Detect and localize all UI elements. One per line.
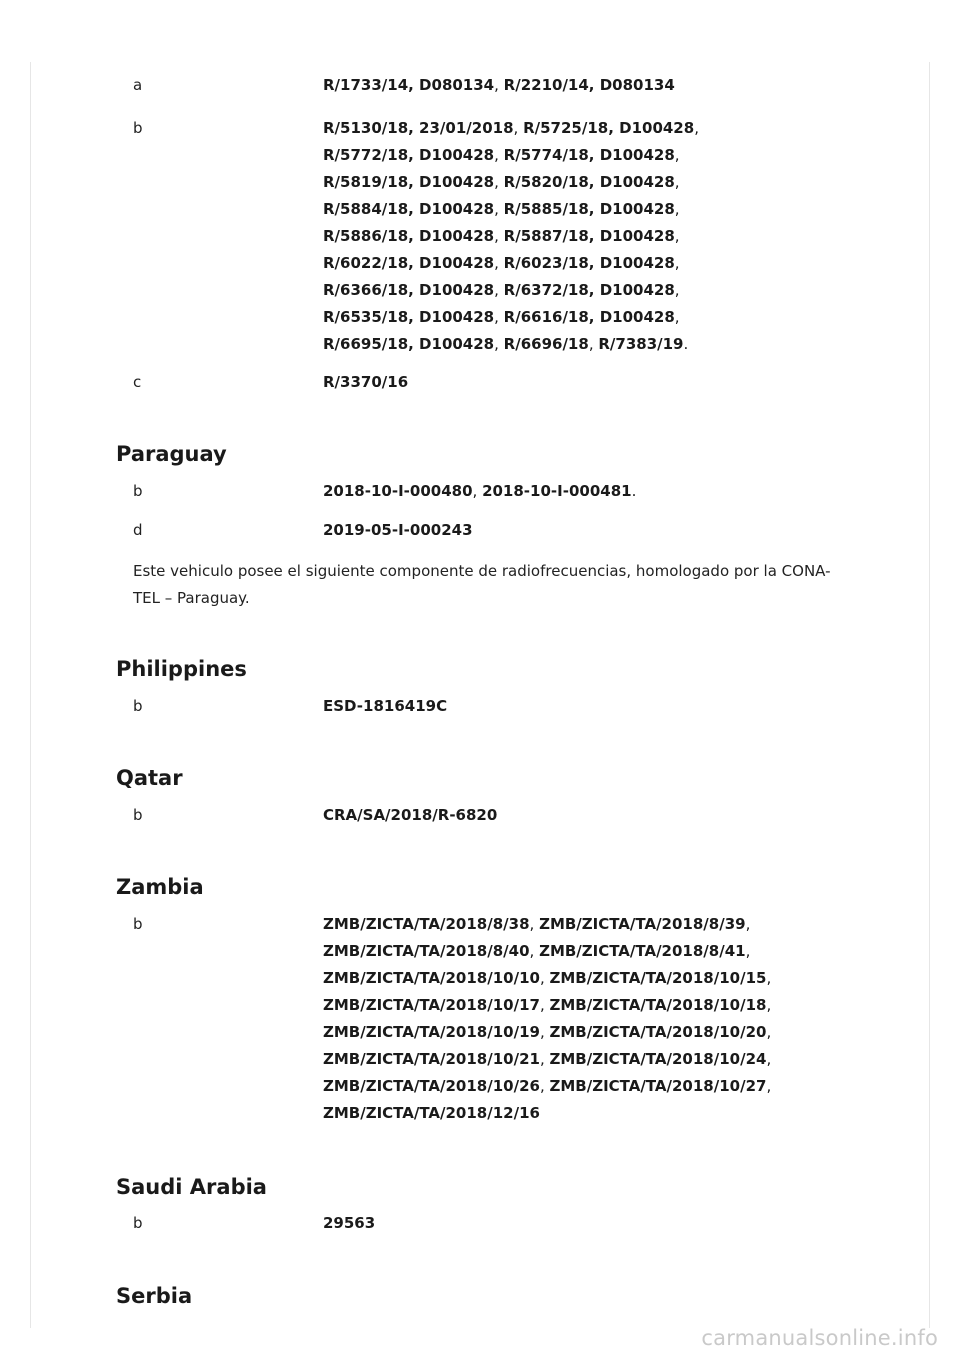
- value-line: [323, 693, 883, 720]
- separator: ,: [766, 1050, 772, 1068]
- approval-code: ZMB/ZICTA/TA/2018/10/17: [323, 996, 540, 1014]
- row-key: b: [133, 915, 143, 933]
- row-key: b: [133, 697, 143, 715]
- approval-code: R/6022/18, D100428: [323, 254, 495, 272]
- value-line: [323, 223, 883, 250]
- approval-code: ZMB/ZICTA/TA/2018/10/21: [323, 1050, 540, 1068]
- separator: ,: [766, 1077, 772, 1095]
- approval-code: 29563: [323, 1214, 376, 1232]
- row-value: [323, 911, 883, 1127]
- separator: ,: [588, 335, 599, 353]
- value-line: [323, 169, 883, 196]
- separator: ,: [539, 1050, 550, 1068]
- separator: ,: [494, 227, 504, 245]
- approval-code: R/6535/18, D100428: [323, 308, 495, 326]
- row-value: [323, 517, 883, 544]
- separator: ,: [539, 1023, 550, 1041]
- value-line: [323, 802, 883, 829]
- value-line: [323, 1019, 883, 1046]
- approval-code: ZMB/ZICTA/TA/2018/10/26: [323, 1077, 540, 1095]
- approval-code: ESD-1816419C: [323, 697, 448, 715]
- approval-code: R/6696/18: [503, 335, 589, 353]
- value-line: [323, 965, 883, 992]
- row-key: b: [133, 806, 143, 824]
- separator: ,: [494, 146, 504, 164]
- value-line: [323, 938, 883, 965]
- separator: ,: [494, 200, 504, 218]
- row-value: [323, 72, 883, 99]
- separator: ,: [674, 308, 680, 326]
- section-heading-serbia: Serbia: [116, 1284, 193, 1308]
- row-key: b: [133, 482, 143, 500]
- row-value: [323, 115, 883, 358]
- page-frame-right: [929, 62, 930, 1328]
- separator: ,: [766, 969, 772, 987]
- row-key: d: [133, 521, 143, 539]
- value-line: [323, 304, 883, 331]
- approval-code: 2018-10-I-000481: [482, 482, 632, 500]
- approval-code: R/3370/16: [323, 373, 409, 391]
- separator: ,: [494, 254, 504, 272]
- approval-code: R/2210/14, D080134: [503, 76, 675, 94]
- row-value: [323, 369, 883, 396]
- approval-code: R/1733/14, D080134: [323, 76, 495, 94]
- separator: ,: [694, 119, 699, 137]
- approval-code: R/7383/19: [598, 335, 684, 353]
- separator: ,: [513, 119, 524, 137]
- approval-code: R/5887/18, D100428: [503, 227, 675, 245]
- separator: ,: [766, 1023, 772, 1041]
- separator: ,: [494, 76, 504, 94]
- approval-code: R/5886/18, D100428: [323, 227, 495, 245]
- separator: ,: [766, 996, 772, 1014]
- approval-code: R/6616/18, D100428: [503, 308, 675, 326]
- value-line: [323, 911, 883, 938]
- value-line: [323, 517, 883, 544]
- approval-code: ZMB/ZICTA/TA/2018/10/19: [323, 1023, 540, 1041]
- separator: ,: [539, 1077, 550, 1095]
- row-value: [323, 478, 883, 505]
- separator: ,: [674, 146, 680, 164]
- approval-code: R/5725/18, D100428: [523, 119, 695, 137]
- separator: ,: [745, 942, 751, 960]
- approval-code: ZMB/ZICTA/TA/2018/10/24: [549, 1050, 767, 1068]
- section-heading-paraguay: Paraguay: [116, 442, 227, 466]
- approval-code: ZMB/ZICTA/TA/2018/12/16: [323, 1104, 540, 1122]
- value-line: [323, 115, 883, 142]
- separator: ,: [674, 281, 680, 299]
- value-line: [323, 1046, 883, 1073]
- separator: ,: [494, 173, 504, 191]
- approval-code: ZMB/ZICTA/TA/2018/10/27: [549, 1077, 767, 1095]
- approval-code: R/5819/18, D100428: [323, 173, 495, 191]
- approval-code: ZMB/ZICTA/TA/2018/10/20: [549, 1023, 767, 1041]
- approval-code: ZMB/ZICTA/TA/2018/8/40: [323, 942, 530, 960]
- separator: ,: [529, 915, 540, 933]
- page-frame-left: [30, 62, 31, 1328]
- separator: ,: [472, 482, 483, 500]
- value-line: [323, 1210, 883, 1237]
- note-line: TEL – Paraguay.: [133, 589, 250, 607]
- separator: ,: [539, 969, 550, 987]
- row-key: a: [133, 76, 143, 94]
- approval-code: 2019-05-I-000243: [323, 521, 473, 539]
- value-line: [323, 196, 883, 223]
- separator: ,: [494, 308, 504, 326]
- value-line: [323, 277, 883, 304]
- approval-code: R/5820/18, D100428: [503, 173, 675, 191]
- section-heading-zambia: Zambia: [116, 875, 204, 899]
- approval-code: 2018-10-I-000480: [323, 482, 473, 500]
- value-line: [323, 478, 883, 505]
- note-line: Este vehiculo posee el siguiente componente de radiofrecuencias, homologado por la CONA-: [133, 562, 831, 580]
- separator: ,: [674, 173, 680, 191]
- approval-code: R/6372/18, D100428: [503, 281, 675, 299]
- row-value: [323, 693, 883, 720]
- row-key: b: [133, 119, 143, 137]
- approval-code: R/6695/18, D100428: [323, 335, 495, 353]
- value-line: [323, 142, 883, 169]
- section-heading-qatar: Qatar: [116, 766, 183, 790]
- separator: ,: [674, 254, 680, 272]
- paraguay-note: [133, 558, 873, 612]
- approval-code: ZMB/ZICTA/TA/2018/8/39: [539, 915, 746, 933]
- separator: ,: [674, 200, 680, 218]
- value-line: [323, 331, 883, 358]
- row-key: b: [133, 1214, 143, 1232]
- approval-code: R/5130/18, 23/01/2018: [323, 119, 514, 137]
- value-line: [323, 72, 883, 99]
- separator: ,: [529, 942, 540, 960]
- section-heading-saudi-arabia: Saudi Arabia: [116, 1175, 267, 1199]
- approval-code: R/6023/18, D100428: [503, 254, 675, 272]
- separator: ,: [539, 996, 550, 1014]
- separator: ,: [674, 227, 680, 245]
- approval-code: R/5772/18, D100428: [323, 146, 495, 164]
- separator: ,: [494, 335, 504, 353]
- row-value: [323, 802, 883, 829]
- approval-code: CRA/SA/2018/R-6820: [323, 806, 498, 824]
- approval-code: R/5885/18, D100428: [503, 200, 675, 218]
- separator: .: [631, 482, 637, 500]
- approval-code: R/6366/18, D100428: [323, 281, 495, 299]
- value-line: [323, 369, 883, 396]
- value-line: [323, 1073, 883, 1100]
- approval-code: R/5774/18, D100428: [503, 146, 675, 164]
- watermark-text: carmanualsonline.info: [701, 1326, 938, 1350]
- separator: ,: [494, 281, 504, 299]
- approval-code: R/5884/18, D100428: [323, 200, 495, 218]
- approval-code: ZMB/ZICTA/TA/2018/10/15: [549, 969, 767, 987]
- approval-code: ZMB/ZICTA/TA/2018/10/18: [549, 996, 767, 1014]
- value-line: [323, 1100, 883, 1127]
- separator: .: [683, 335, 689, 353]
- value-line: [323, 992, 883, 1019]
- value-line: [323, 250, 883, 277]
- section-heading-philippines: Philippines: [116, 657, 247, 681]
- row-key: c: [133, 373, 142, 391]
- approval-code: ZMB/ZICTA/TA/2018/8/38: [323, 915, 530, 933]
- approval-code: ZMB/ZICTA/TA/2018/8/41: [539, 942, 746, 960]
- row-value: [323, 1210, 883, 1237]
- approval-code: ZMB/ZICTA/TA/2018/10/10: [323, 969, 540, 987]
- separator: ,: [745, 915, 751, 933]
